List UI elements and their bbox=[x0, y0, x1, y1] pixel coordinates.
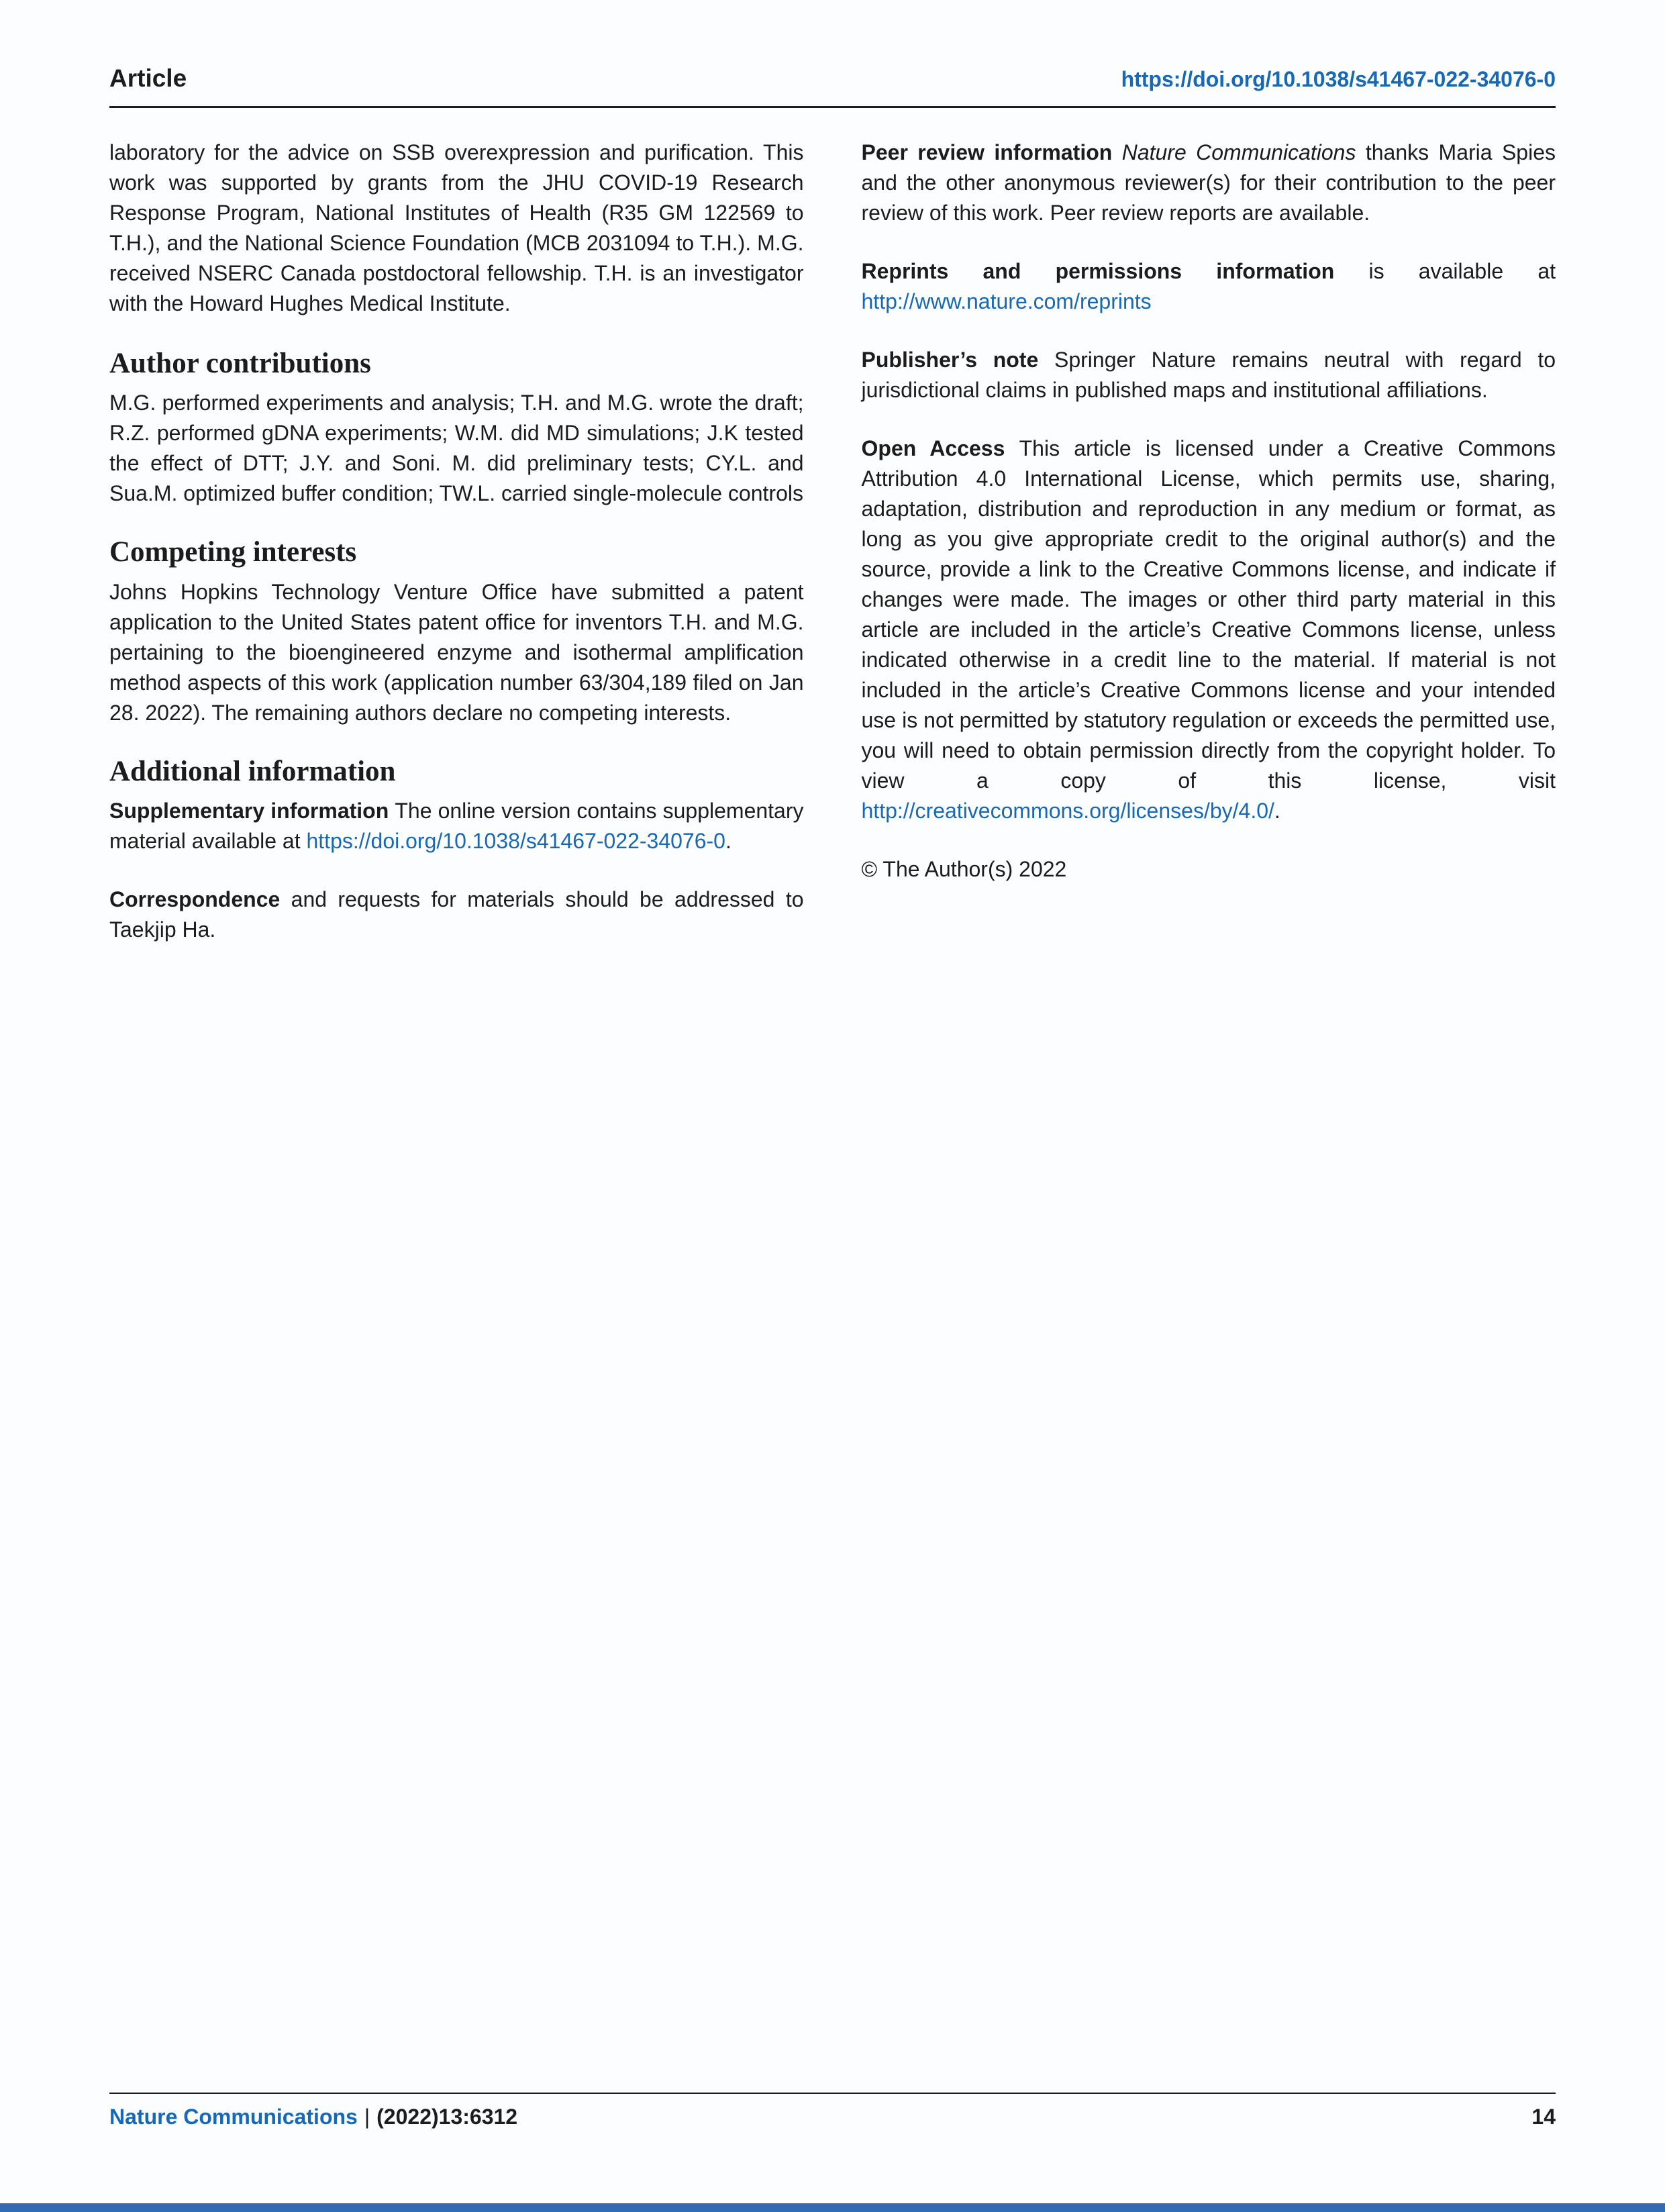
competing-interests-heading: Competing interests bbox=[109, 536, 357, 568]
left-column bbox=[109, 138, 804, 945]
cc-license-link[interactable]: http://creativecommons.org/licenses/by/4.0/ bbox=[861, 799, 1274, 823]
publishers-note-label: Publisher’s note bbox=[861, 348, 1054, 372]
additional-information-heading: Additional information bbox=[109, 755, 396, 787]
page-number: 14 bbox=[1531, 2105, 1556, 2129]
reprints-label: Reprints and permissions information bbox=[861, 259, 1369, 283]
supplementary-information-paragraph bbox=[109, 796, 804, 856]
page-footer bbox=[109, 2093, 1556, 2129]
reprints-link[interactable]: http://www.nature.com/reprints bbox=[861, 289, 1152, 313]
open-access-text: This article is licensed under a Creative Commons Attribution 4.0 International License, which permits use, sharing, adaptation, distribution and reproduction in any medium or format, as long as you give appropriate credit to the original author(s) and the source, provide a link to the Creative Commons license, and indicate if changes were made. The images or other third party material in this article are included in the article’s Creative Commons license, unless indicated otherwise in a credit line to the material. If material is not included in the article’s Creative Commons license and your intended use is not permitted by statutory regulation or exceeds the permitted use, you will need to obtain permission directly from the copyright holder. To view a copy of this license, visit bbox=[861, 436, 1556, 793]
open-access-period: . bbox=[1274, 799, 1280, 823]
reprints-paragraph bbox=[862, 256, 1556, 317]
peer-review-paragraph bbox=[862, 138, 1556, 228]
acknowledgements-continuation-text: laboratory for the advice on SSB overexpression and purification. This work was supported by grants from the JHU COVID-19 Research Response Program, National Institutes of Health (R35 GM 122569 to T.H.), and the National Science Foundation (MCB 2031094 to T.H.). M.G. received NSERC Canada postdoctoral fellowship. T.H. is an investigator with the Howard Hughes Medical Institute. bbox=[109, 140, 804, 315]
doi-link[interactable]: https://doi.org/10.1038/s41467-022-34076-0 bbox=[1121, 67, 1556, 91]
footer-journal-name: Nature Communications bbox=[109, 2105, 358, 2129]
page-content bbox=[0, 64, 1665, 945]
supplementary-information-text: The online version contains supplementary material available at bbox=[109, 799, 804, 854]
header-rule bbox=[109, 106, 1556, 108]
author-contributions-heading: Author contributions bbox=[109, 348, 371, 379]
page-header bbox=[109, 64, 1556, 93]
journal-name-italic: Nature Communications bbox=[1121, 140, 1356, 164]
footer-citation: (2022)13:6312 bbox=[376, 2105, 518, 2129]
open-access-paragraph bbox=[862, 434, 1556, 826]
bottom-accent-bar bbox=[0, 2203, 1665, 2212]
footer-separator: | bbox=[364, 2105, 370, 2129]
correspondence-paragraph bbox=[109, 885, 804, 945]
footer-citation-group bbox=[109, 2105, 517, 2129]
supplementary-doi-link[interactable]: https://doi.org/10.1038/s41467-022-34076-0 bbox=[306, 829, 725, 854]
open-access-label: Open Access bbox=[861, 436, 1019, 460]
correspondence-text: and requests for materials should be addressed to Taekjip Ha. bbox=[109, 887, 804, 942]
competing-interests-text: Johns Hopkins Technology Venture Office have submitted a patent application to the United States patent office for inventors T.H. and M.G. pertaining to the bioengineered enzyme and isothermal amplification method aspects of this work (application number 63/304,189 filed on Jan 28. 2022). The remaining authors declare no competing interests. bbox=[109, 579, 804, 725]
article-type-label: Article bbox=[109, 64, 187, 92]
publishers-note-paragraph bbox=[862, 345, 1556, 405]
correspondence-label: Correspondence bbox=[109, 887, 291, 912]
content-columns bbox=[109, 138, 1556, 945]
supplementary-information-label: Supplementary information bbox=[109, 799, 395, 823]
reprints-text: is available at bbox=[1368, 259, 1556, 283]
supplementary-information-period: . bbox=[725, 829, 731, 854]
right-column bbox=[862, 138, 1556, 885]
publishers-note-text: Springer Nature remains neutral with regard to jurisdictional claims in published maps and institutional affiliations. bbox=[861, 348, 1556, 402]
copyright-text: © The Author(s) 2022 bbox=[861, 857, 1067, 881]
author-contributions-text: M.G. performed experiments and analysis; T.H. and M.G. wrote the draft; R.Z. performed gDNA experiments; W.M. did MD simulations; J.K tested the effect of DTT; J.Y. and Soni. M. did preliminary tests; CY.L. and Sua.M. optimized buffer condition; TW.L. carried single-molecule controls bbox=[109, 391, 804, 506]
peer-review-label: Peer review information bbox=[861, 140, 1122, 164]
peer-review-text: thanks Maria Spies and the other anonymous reviewer(s) for their contribution to the peer review of this work. Peer review reports are available. bbox=[861, 140, 1556, 225]
